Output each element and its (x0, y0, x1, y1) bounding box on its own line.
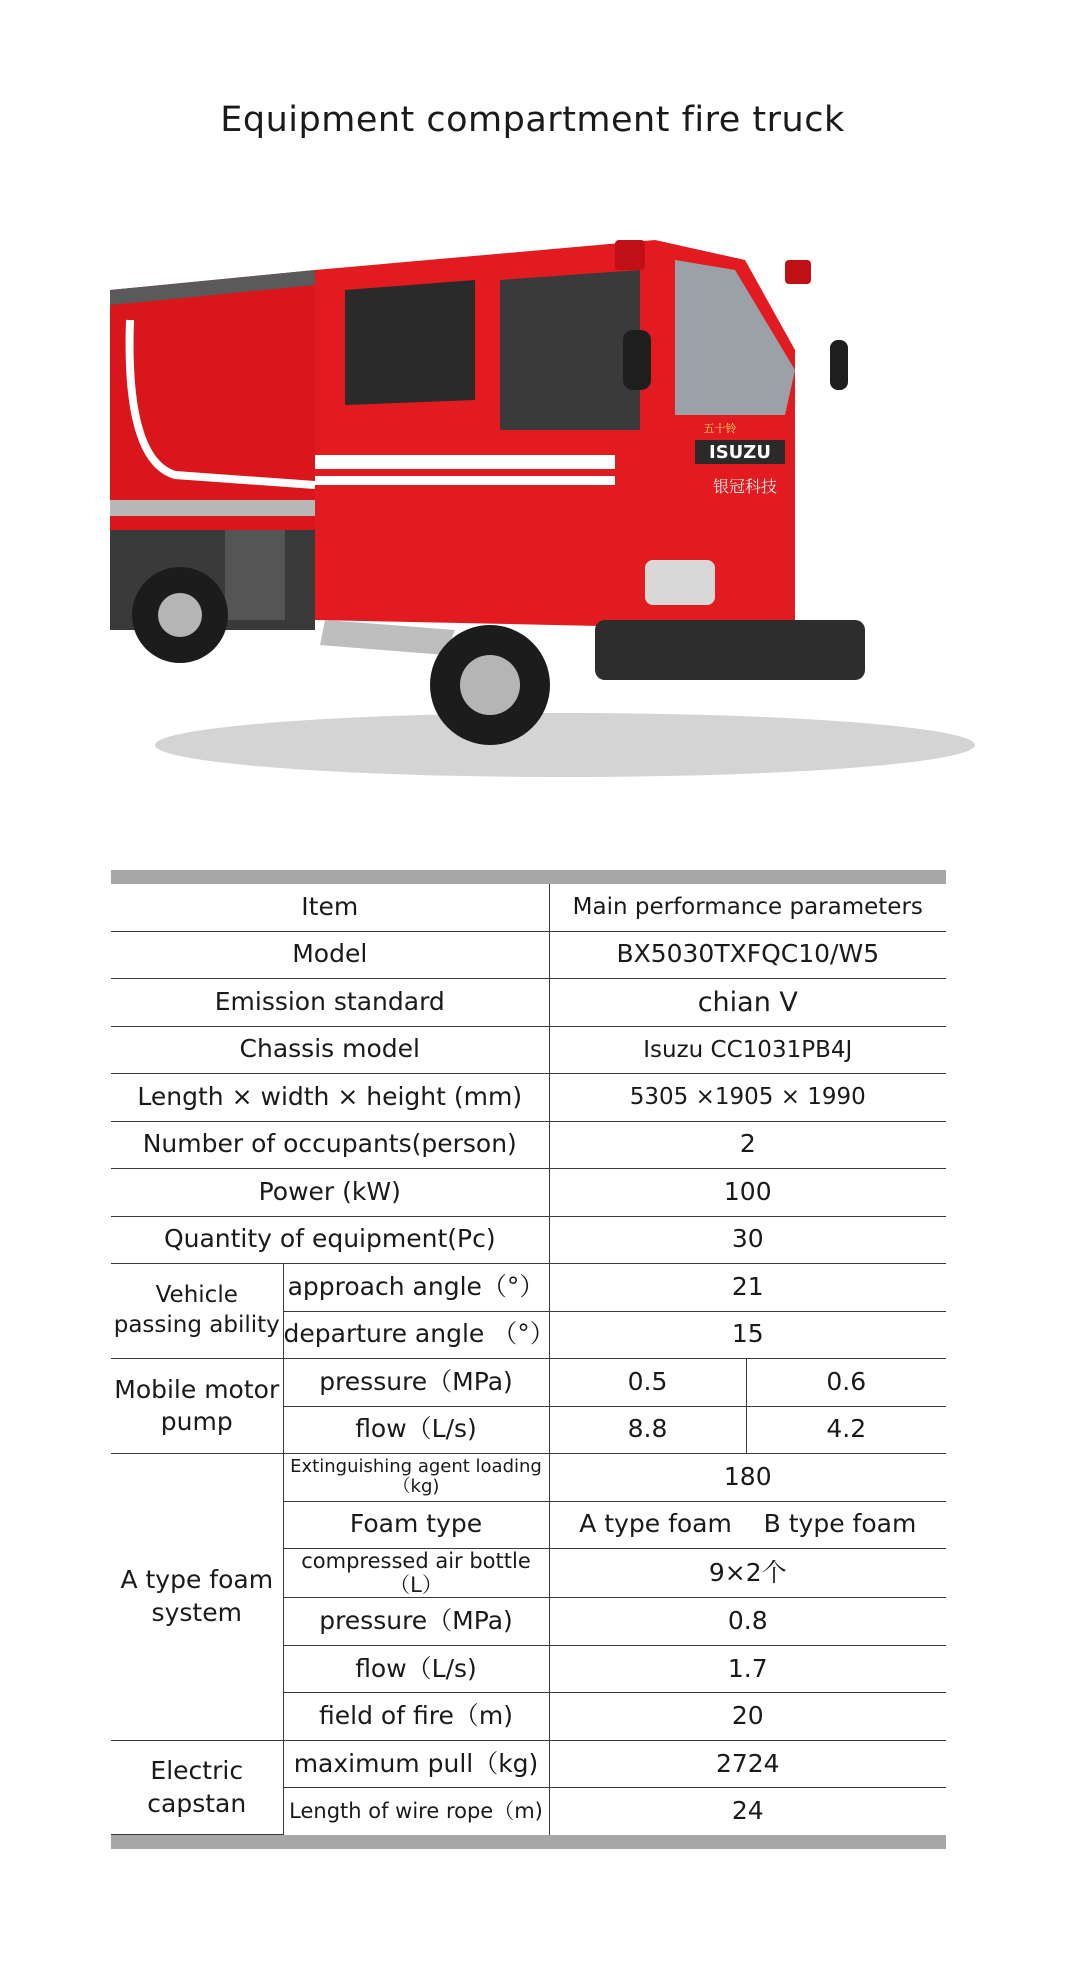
table-top-bar (111, 870, 946, 884)
row-label: pressure（MPa) (283, 1598, 549, 1646)
row-value: 4.2 (746, 1406, 946, 1454)
header-item: Item (111, 884, 549, 931)
row-label: Foam type (283, 1501, 549, 1549)
row-value: 24 (731, 1796, 764, 1826)
row-label: pressure（MPa) (283, 1359, 549, 1407)
row-value: 5305 ×1905 × 1990 (549, 1074, 946, 1122)
table-row (111, 1740, 946, 1788)
spec-table-block (111, 870, 946, 1849)
row-label: maximum pull（kg) (283, 1740, 549, 1788)
row-value: 2724 (549, 1740, 946, 1788)
page-title: Equipment compartment fire truck (220, 100, 845, 140)
row-label: flow（L/s) (283, 1406, 549, 1454)
row-label: Power (kW) (111, 1169, 549, 1217)
row-value: chian Ⅴ (549, 979, 946, 1027)
table-row (111, 931, 946, 979)
table-row (111, 1359, 946, 1407)
company-cn-label: 银冠科技 (712, 477, 778, 496)
row-label: Number of occupants(person) (111, 1121, 549, 1169)
group-label-foam-system: A type foam system (111, 1454, 283, 1741)
row-value: 21 (549, 1264, 946, 1312)
table-bottom-bar (111, 1835, 946, 1849)
row-value: 15 (549, 1311, 946, 1359)
row-label: flow（L/s) (283, 1645, 549, 1693)
table-row (111, 979, 946, 1027)
row-value: 0.8 (549, 1598, 946, 1646)
row-value: Isuzu CC1031PB4J (549, 1026, 946, 1074)
row-value: 0.6 (746, 1359, 946, 1407)
table-row (111, 1264, 946, 1312)
row-label: Length × width × height (mm) (111, 1074, 549, 1122)
row-value: A type foam B type foam (549, 1501, 946, 1549)
table-row (111, 1121, 946, 1169)
row-value: 100 (549, 1169, 946, 1217)
table-row (111, 1216, 946, 1264)
table-row (111, 1074, 946, 1122)
row-label: Emission standard (111, 979, 549, 1027)
cab-cn-label: 五十铃 (703, 422, 737, 435)
fire-truck-image (95, 200, 995, 800)
table-row (111, 1454, 946, 1502)
table-header-row (111, 884, 946, 931)
row-label: Model (111, 931, 549, 979)
row-value: 20 (549, 1693, 946, 1741)
row-label: Chassis model (111, 1026, 549, 1074)
group-label-capstan: Electric capstan (111, 1740, 283, 1835)
group-label-motor-pump: Mobile motor pump (111, 1359, 283, 1454)
row-value: BX5030TXFQC10/W5 (549, 931, 946, 979)
row-label: Length of wire rope（m) (283, 1788, 549, 1835)
row-value: 0.5 (549, 1359, 746, 1407)
row-value: 1.7 (549, 1645, 946, 1693)
header-param: Main performance parameters (549, 884, 946, 931)
row-value: 30 (549, 1216, 946, 1264)
table-row (111, 1026, 946, 1074)
spec-table (111, 884, 946, 1835)
table-row (111, 1169, 946, 1217)
group-label-vehicle-passing: Vehicle passing ability (111, 1264, 283, 1359)
row-label: departure angle （°） (283, 1311, 549, 1359)
row-label: Quantity of equipment(Pc) (111, 1216, 549, 1264)
row-label: field of fire（m) (283, 1693, 549, 1741)
row-value: 180 (549, 1454, 946, 1502)
isuzu-badge: ISUZU (709, 442, 771, 463)
row-value: 8.8 (549, 1406, 746, 1454)
row-value: 9×2个 (549, 1549, 946, 1598)
row-label: Extinguishing agent loading（kg) (283, 1454, 549, 1502)
row-value: 2 (549, 1121, 946, 1169)
row-label: approach angle（°） (283, 1264, 549, 1312)
row-label: compressed air bottle（L） (283, 1549, 549, 1598)
